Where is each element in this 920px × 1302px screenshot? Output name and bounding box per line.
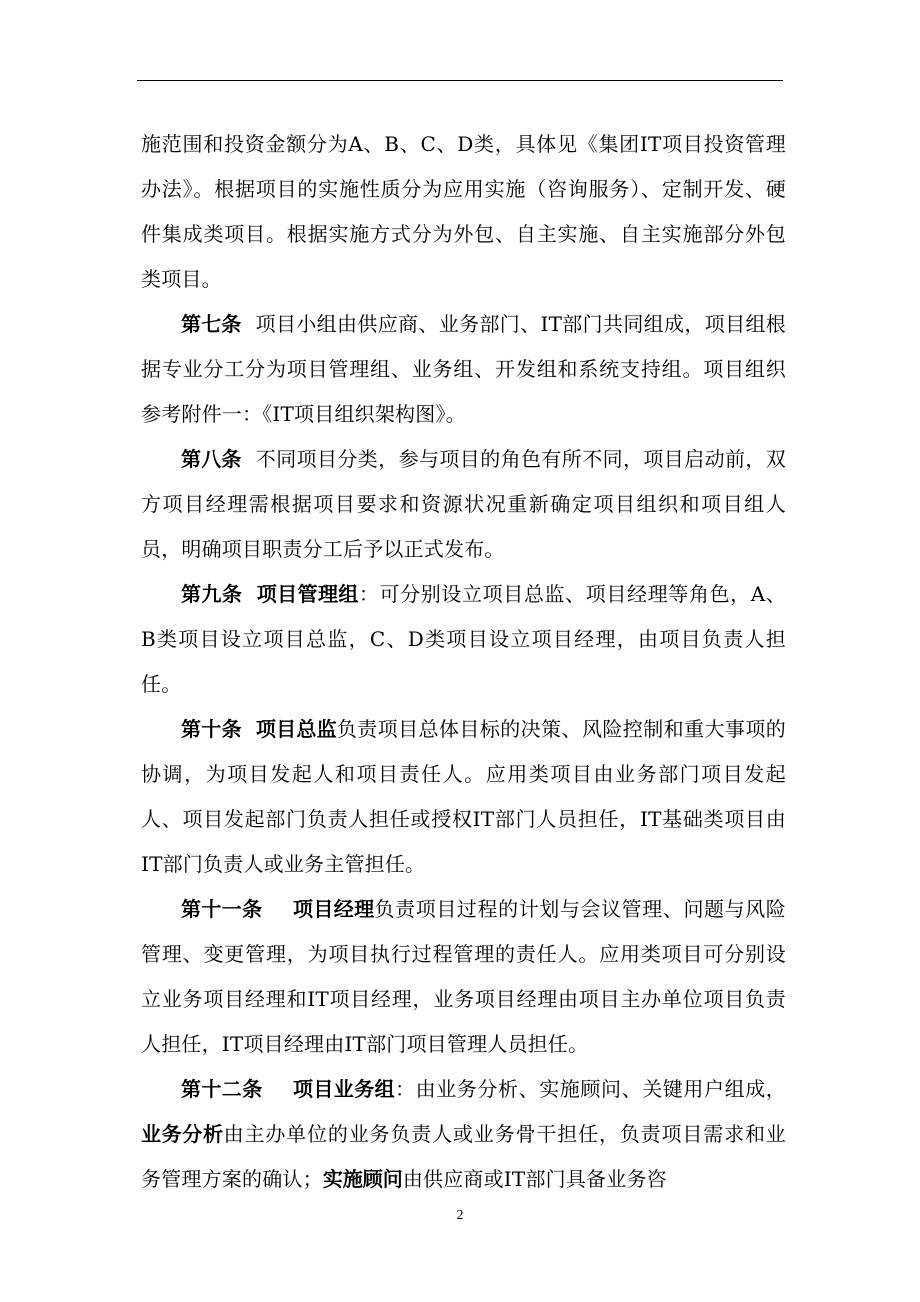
article-text: 不同项目分类，参与项目的角色有所不同，项目启动前，双方项目经理需根据项目要求和资源状况重新确定项目组织和项目组人员，明确项目职责分工后予以正式发布。 [141, 447, 787, 561]
article-term: 项目经理 [292, 897, 375, 921]
article-11 [141, 887, 786, 1067]
document-body [141, 122, 786, 1202]
article-term: 项目业务组 [292, 1077, 396, 1101]
article-10 [141, 707, 786, 887]
article-text: ：可分别设立项目总监、项目经理等角色，A、B类项目设立项目总监，C、D类项目设立项目经理，由项目负责人担任。 [141, 582, 786, 696]
article-number: 第十二条 [181, 1077, 263, 1101]
article-text: 负责项目总体目标的决策、风险控制和重大事项的协调，为项目发起人和项目责任人。应用类项目由业务部门项目发起人、项目发起部门负责人担任或授权IT部门人员担任，IT基础类项目由IT部门负责人或业务主管担任。 [141, 717, 787, 876]
article-term: 实施顾问 [322, 1167, 403, 1191]
article-8 [141, 437, 786, 572]
article-text: ：由业务分析、实施顾问、关键用户组成， [395, 1077, 787, 1101]
article-12 [141, 1067, 786, 1202]
article-number: 第九条 [181, 582, 243, 606]
article-7 [141, 302, 786, 437]
article-number: 第十条 [181, 717, 242, 741]
article-9 [141, 572, 786, 707]
article-term: 项目总监 [255, 717, 337, 741]
header-rule [137, 80, 783, 81]
article-term: 项目管理组 [256, 582, 359, 606]
paragraph-text: 施范围和投资金额分为A、B、C、D类，具体见《集团IT项目投资管理办法》。根据项目的实施性质分为应用实施（咨询服务）、定制开发、硬件集成类项目。根据实施方式分为外包、自主实施、自主实施部分外包类项目。 [141, 132, 786, 291]
article-number: 第八条 [181, 447, 242, 471]
page-number: 2 [456, 1208, 464, 1223]
paragraph-continuation [141, 122, 786, 302]
article-text: 由主办单位的业务负责人或业务骨干担任，负责项目需求和业务管理方案的确认； [141, 1122, 787, 1191]
article-text: 负责项目过程的计划与会议管理、问题与风险管理、变更管理，为项目执行过程管理的责任人。应用类项目可分别设立业务项目经理和IT项目经理，业务项目经理由项目主办单位项目负责人担任，IT项目经理由IT部门项目管理人员担任。 [141, 897, 787, 1056]
article-text: 项目小组由供应商、业务部门、IT部门共同组成，项目组根据专业分工分为项目管理组、业务组、开发组和系统支持组。项目组织参考附件一：《IT项目组织架构图》。 [141, 312, 787, 426]
article-text: 由供应商或IT部门具备业务咨 [402, 1167, 667, 1191]
article-term: 业务分析 [141, 1122, 224, 1146]
article-number: 第十一条 [181, 897, 263, 921]
article-number: 第七条 [181, 312, 242, 336]
